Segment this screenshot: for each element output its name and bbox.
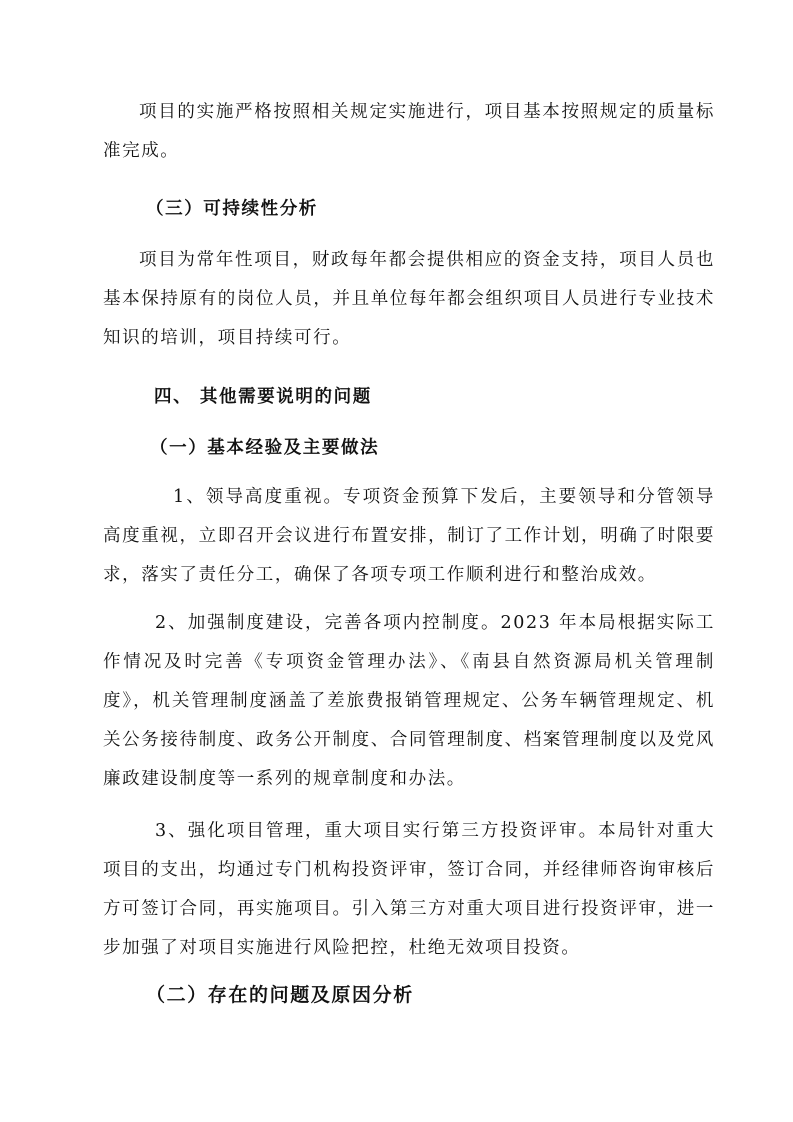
paragraph-project-management: 3、强化项目管理，重大项目实行第三方投资评审。本局针对重大项目的支出，均通过专门机构投资评审，签订合同，并经律师咨询审核后方可签订合同，再实施项目。引入第三方对重大项目进行投资评审，进一步加强了对项目实施进行风险把控，杜绝无效项目投资。 (103, 821, 715, 958)
paragraph-implementation: 项目的实施严格按照相关规定实施进行，项目基本按照规定的质量标准完成。 (103, 102, 715, 161)
paragraph-sustainability: 项目为常年性项目，财政每年都会提供相应的资金支持，项目人员也基本保持原有的岗位人员，并且单位每年都会组织项目人员进行专业技术知识的培训，项目持续可行。 (103, 250, 715, 348)
heading-other-issues: 四、 其他需要说明的问题 (154, 387, 372, 407)
paragraph-leadership: 1、领导高度重视。专项资金预算下发后，主要领导和分管领导高度重视，立即召开会议进行布置安排，制订了工作计划，明确了时限要求，落实了责任分工，确保了各项专项工作顺利进行和整治成效。 (103, 487, 715, 585)
heading-sustainability-analysis: （三）可持续性分析 (146, 199, 318, 219)
heading-problems-analysis: （二）存在的问题及原因分析 (146, 984, 414, 1006)
paragraph-system-building: 2、加强制度建设，完善各项内控制度。2023 年本局根据实际工作情况及时完善《专项资金管理办法》、《南县自然资源局机关管理制度》，机关管理制度涵盖了差旅费报销管理规定、公务车辆管理规定、机关公务接待制度、政务公开制度、合同管理制度、档案管理制度以及党风廉政建设制度等一系列的规章制度和办法。 (103, 613, 715, 789)
heading-basic-experience: （一）基本经验及主要做法 (150, 438, 380, 458)
